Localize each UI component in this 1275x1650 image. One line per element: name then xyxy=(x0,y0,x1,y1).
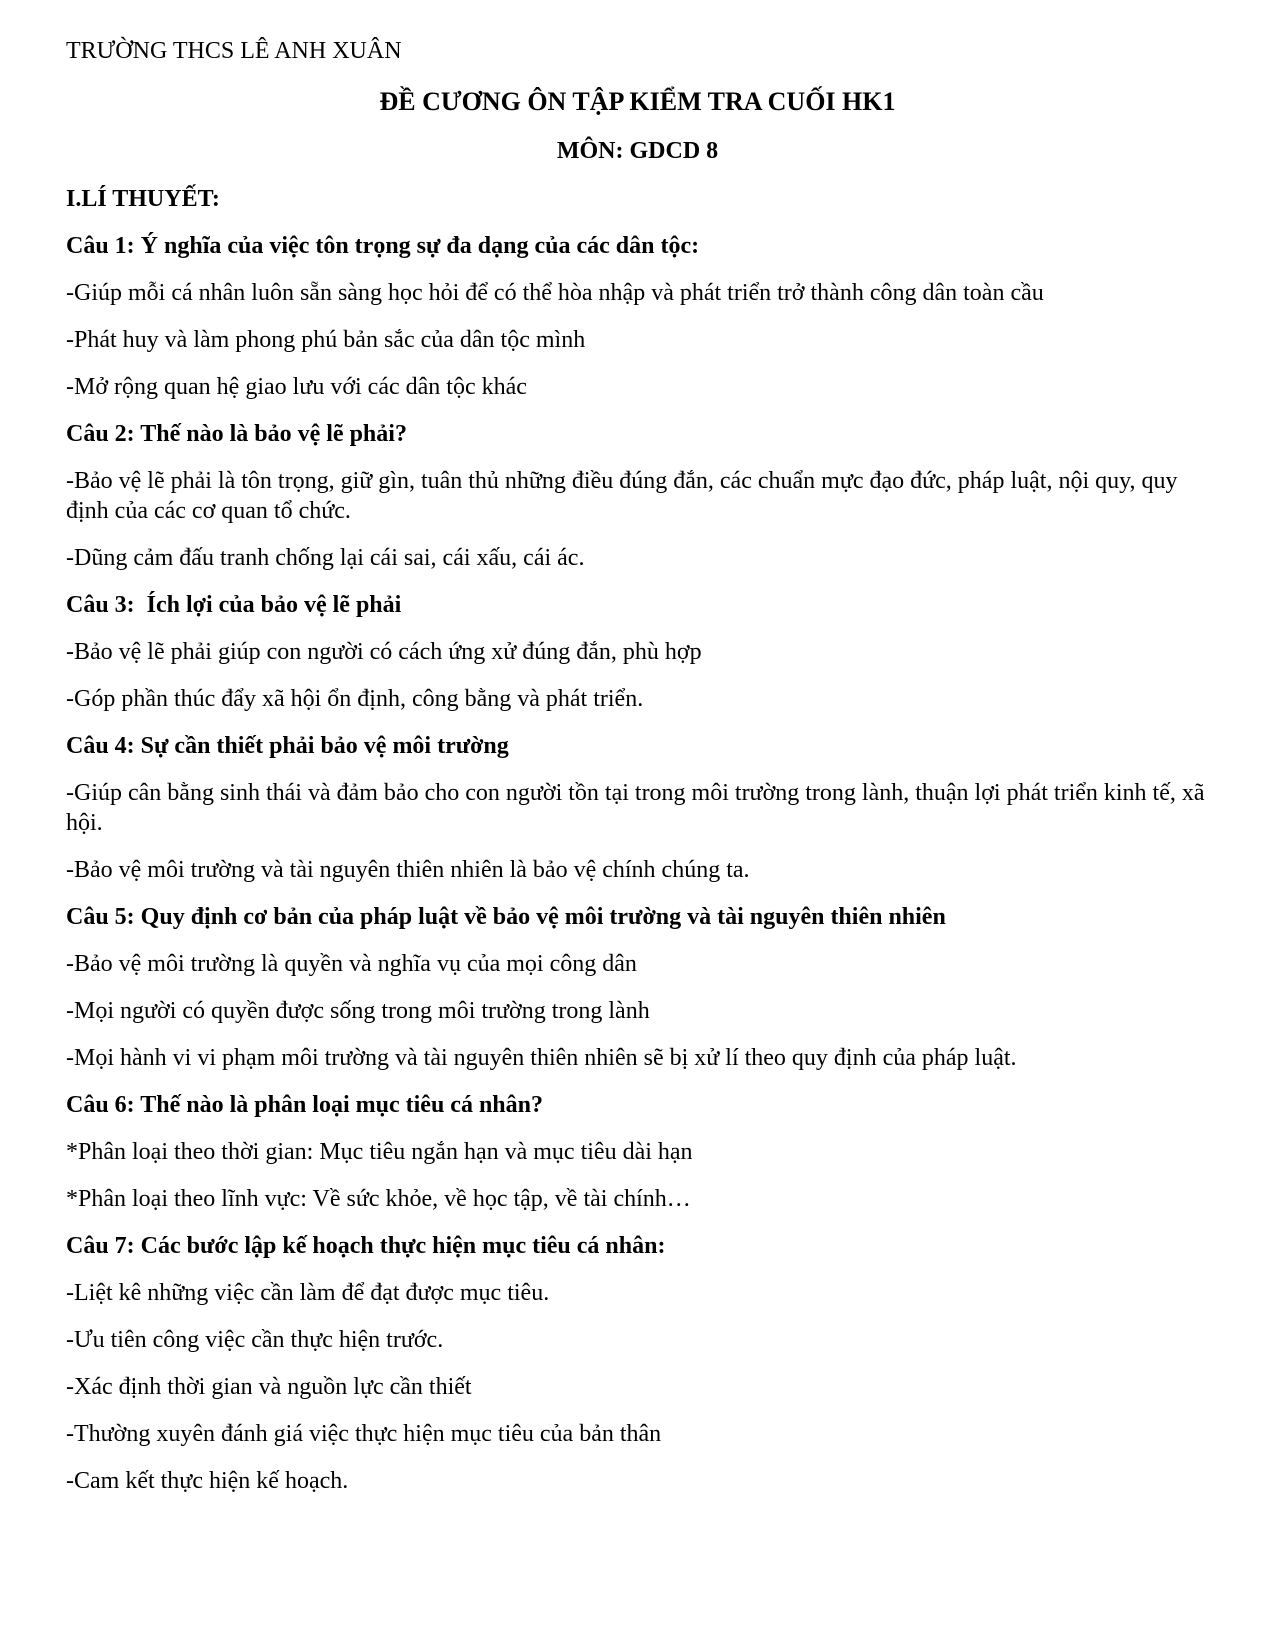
answer-line: *Phân loại theo thời gian: Mục tiêu ngắn hạn và mục tiêu dài hạn xyxy=(66,1139,693,1165)
answer-line: -Liệt kê những việc cần làm để đạt được mục tiêu. xyxy=(66,1280,550,1306)
answer-line: -Xác định thời gian và nguồn lực cần thiết xyxy=(66,1374,472,1400)
document-title: ĐỀ CƯƠNG ÔN TẬP KIỂM TRA CUỐI HK1 xyxy=(379,87,896,116)
answer-line: -Bảo vệ lẽ phải là tôn trọng, giữ gìn, tuân thủ những điều đúng đắn, các chuẩn mực đạo đức, pháp luật, nội quy, quy định của các cơ quan tổ chức. xyxy=(66,468,1178,524)
answer-line: -Giúp mỗi cá nhân luôn sẵn sàng học hỏi để có thể hòa nhập và phát triển trở thành công dân toàn cầu xyxy=(66,280,1044,306)
answer-line: -Thường xuyên đánh giá việc thực hiện mục tiêu của bản thân xyxy=(66,1421,662,1447)
answer-line: -Phát huy và làm phong phú bản sắc của dân tộc mình xyxy=(66,327,586,353)
answer-line: -Bảo vệ lẽ phải giúp con người có cách ứng xử đúng đắn, phù hợp xyxy=(66,639,702,665)
answer-line: -Bảo vệ môi trường là quyền và nghĩa vụ của mọi công dân xyxy=(66,951,637,977)
answer-line: -Bảo vệ môi trường và tài nguyên thiên nhiên là bảo vệ chính chúng ta. xyxy=(66,857,750,883)
answer-line: -Mở rộng quan hệ giao lưu với các dân tộc khác xyxy=(66,374,527,400)
question-title: Câu 4: Sự cần thiết phải bảo vệ môi trường xyxy=(66,733,509,759)
answer-line: *Phân loại theo lĩnh vực: Về sức khỏe, về học tập, về tài chính… xyxy=(66,1186,691,1212)
section-title-theory: I.LÍ THUYẾT: xyxy=(66,186,220,212)
question-title: Câu 3: Ích lợi của bảo vệ lẽ phải xyxy=(66,592,402,618)
question-title: Câu 2: Thế nào là bảo vệ lẽ phải? xyxy=(66,421,407,447)
answer-line: -Dũng cảm đấu tranh chống lại cái sai, cái xấu, cái ác. xyxy=(66,545,585,571)
answer-line: -Góp phần thúc đẩy xã hội ổn định, công bằng và phát triển. xyxy=(66,686,644,712)
answer-line: -Mọi hành vi vi phạm môi trường và tài nguyên thiên nhiên sẽ bị xử lí theo quy định của pháp luật. xyxy=(66,1045,1017,1071)
question-title: Câu 6: Thế nào là phân loại mục tiêu cá nhân? xyxy=(66,1092,543,1118)
school-name: TRƯỜNG THCS LÊ ANH XUÂN xyxy=(66,38,402,64)
answer-line: -Giúp cân bằng sinh thái và đảm bảo cho con người tồn tại trong môi trường trong lành, thuận lợi phát triển kinh tế, xã hội. xyxy=(66,780,1205,836)
answer-line: -Ưu tiên công việc cần thực hiện trước. xyxy=(66,1327,444,1353)
subject-title: MÔN: GDCD 8 xyxy=(556,138,719,164)
question-title: Câu 1: Ý nghĩa của việc tôn trọng sự đa dạng của các dân tộc: xyxy=(66,233,700,259)
answer-line: -Cam kết thực hiện kế hoạch. xyxy=(66,1468,349,1494)
questions-list xyxy=(66,231,1206,1513)
question-title: Câu 5: Quy định cơ bản của pháp luật về bảo vệ môi trường và tài nguyên thiên nhiên xyxy=(66,904,946,930)
question-title: Câu 7: Các bước lập kế hoạch thực hiện mục tiêu cá nhân: xyxy=(66,1233,666,1259)
answer-line: -Mọi người có quyền được sống trong môi trường trong lành xyxy=(66,998,650,1024)
